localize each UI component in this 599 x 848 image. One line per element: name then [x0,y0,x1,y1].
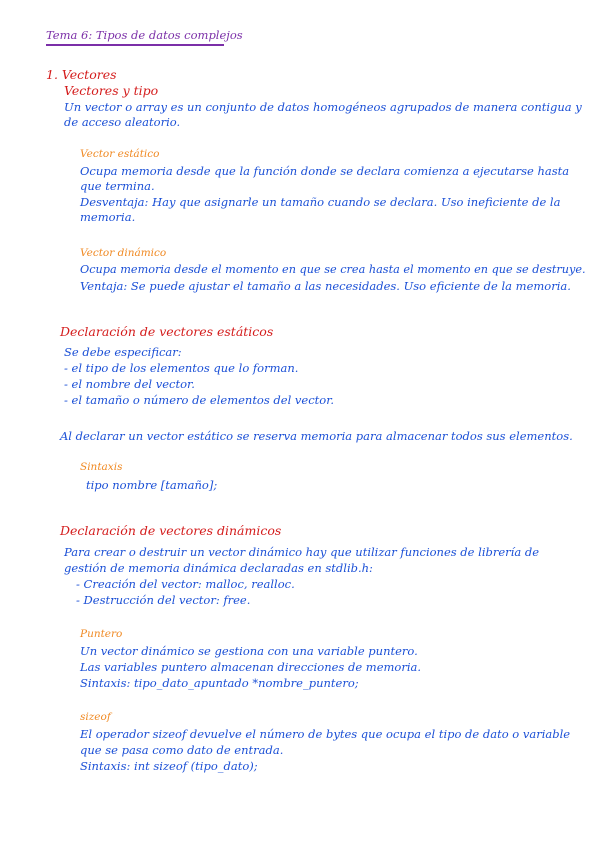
syntax-code: tipo nombre [tamaño]; [86,478,218,492]
static-line: Desventaja: Hay que asignarle un tamaño cuando se declara. Uso ineficiente de la [80,195,561,209]
heading-static-declaration: Declaración de vectores estáticos [60,324,274,339]
pointer-line: Las variables puntero almacenan direcciones de memoria. [80,660,422,674]
dynamic-decl-line: - Destrucción del vector: free. [76,593,251,607]
dynamic-line: Ocupa memoria desde el momento en que se crea hasta el momento en que se destruye. [80,263,586,276]
static-decl-note: Al declarar un vector estático se reserva memoria para almacenar todos sus elementos. [60,429,573,443]
static-decl-line: - el tipo de los elementos que lo forman. [64,361,299,375]
sizeof-line: que se pasa como dato de entrada. [80,743,284,757]
subheading-sizeof: sizeof [80,711,111,723]
static-decl-line: - el nombre del vector. [64,377,195,391]
subheading-vector-estatico: Vector estático [80,148,160,160]
static-line: Ocupa memoria desde que la función donde se declara comienza a ejecutarse hasta [80,164,570,178]
dynamic-decl-line: - Creación del vector: malloc, realloc. [76,577,295,591]
static-decl-line: - el tamaño o número de elementos del vector. [64,393,335,407]
static-decl-line: Se debe especificar: [64,345,182,359]
title-underline [46,44,224,46]
pointer-line: Un vector dinámico se gestiona con una variable puntero. [80,644,418,658]
sizeof-line: Sintaxis: int sizeof (tipo_dato); [80,759,258,773]
dynamic-line: Ventaja: Se puede ajustar el tamaño a las necesidades. Uso eficiente de la memoria. [80,279,571,293]
heading-dynamic-declaration: Declaración de vectores dinámicos [60,523,282,538]
intro-line: de acceso aleatorio. [64,115,181,129]
subheading-puntero: Puntero [80,628,123,640]
page-title: Tema 6: Tipos de datos complejos [46,28,243,42]
dynamic-decl-line: Para crear o destruir un vector dinámico hay que utilizar funciones de librería de [64,545,540,559]
subheading-sintaxis: Sintaxis [80,461,123,473]
intro-line: Un vector o array es un conjunto de datos homogéneos agrupados de manera contigua y [64,100,582,114]
static-line: memoria. [80,210,136,224]
pointer-line: Sintaxis: tipo_dato_apuntado *nombre_puntero; [80,676,359,690]
static-line: que termina. [80,179,155,193]
sizeof-line: El operador sizeof devuelve el número de bytes que ocupa el tipo de dato o variable [80,727,571,741]
subheading-vectores-y-tipo: Vectores y tipo [64,83,159,98]
dynamic-decl-line: gestión de memoria dinámica declaradas en stdlib.h: [64,561,373,575]
section-heading-vectores: 1. Vectores [46,67,117,82]
subheading-vector-dinamico: Vector dinámico [80,247,167,259]
